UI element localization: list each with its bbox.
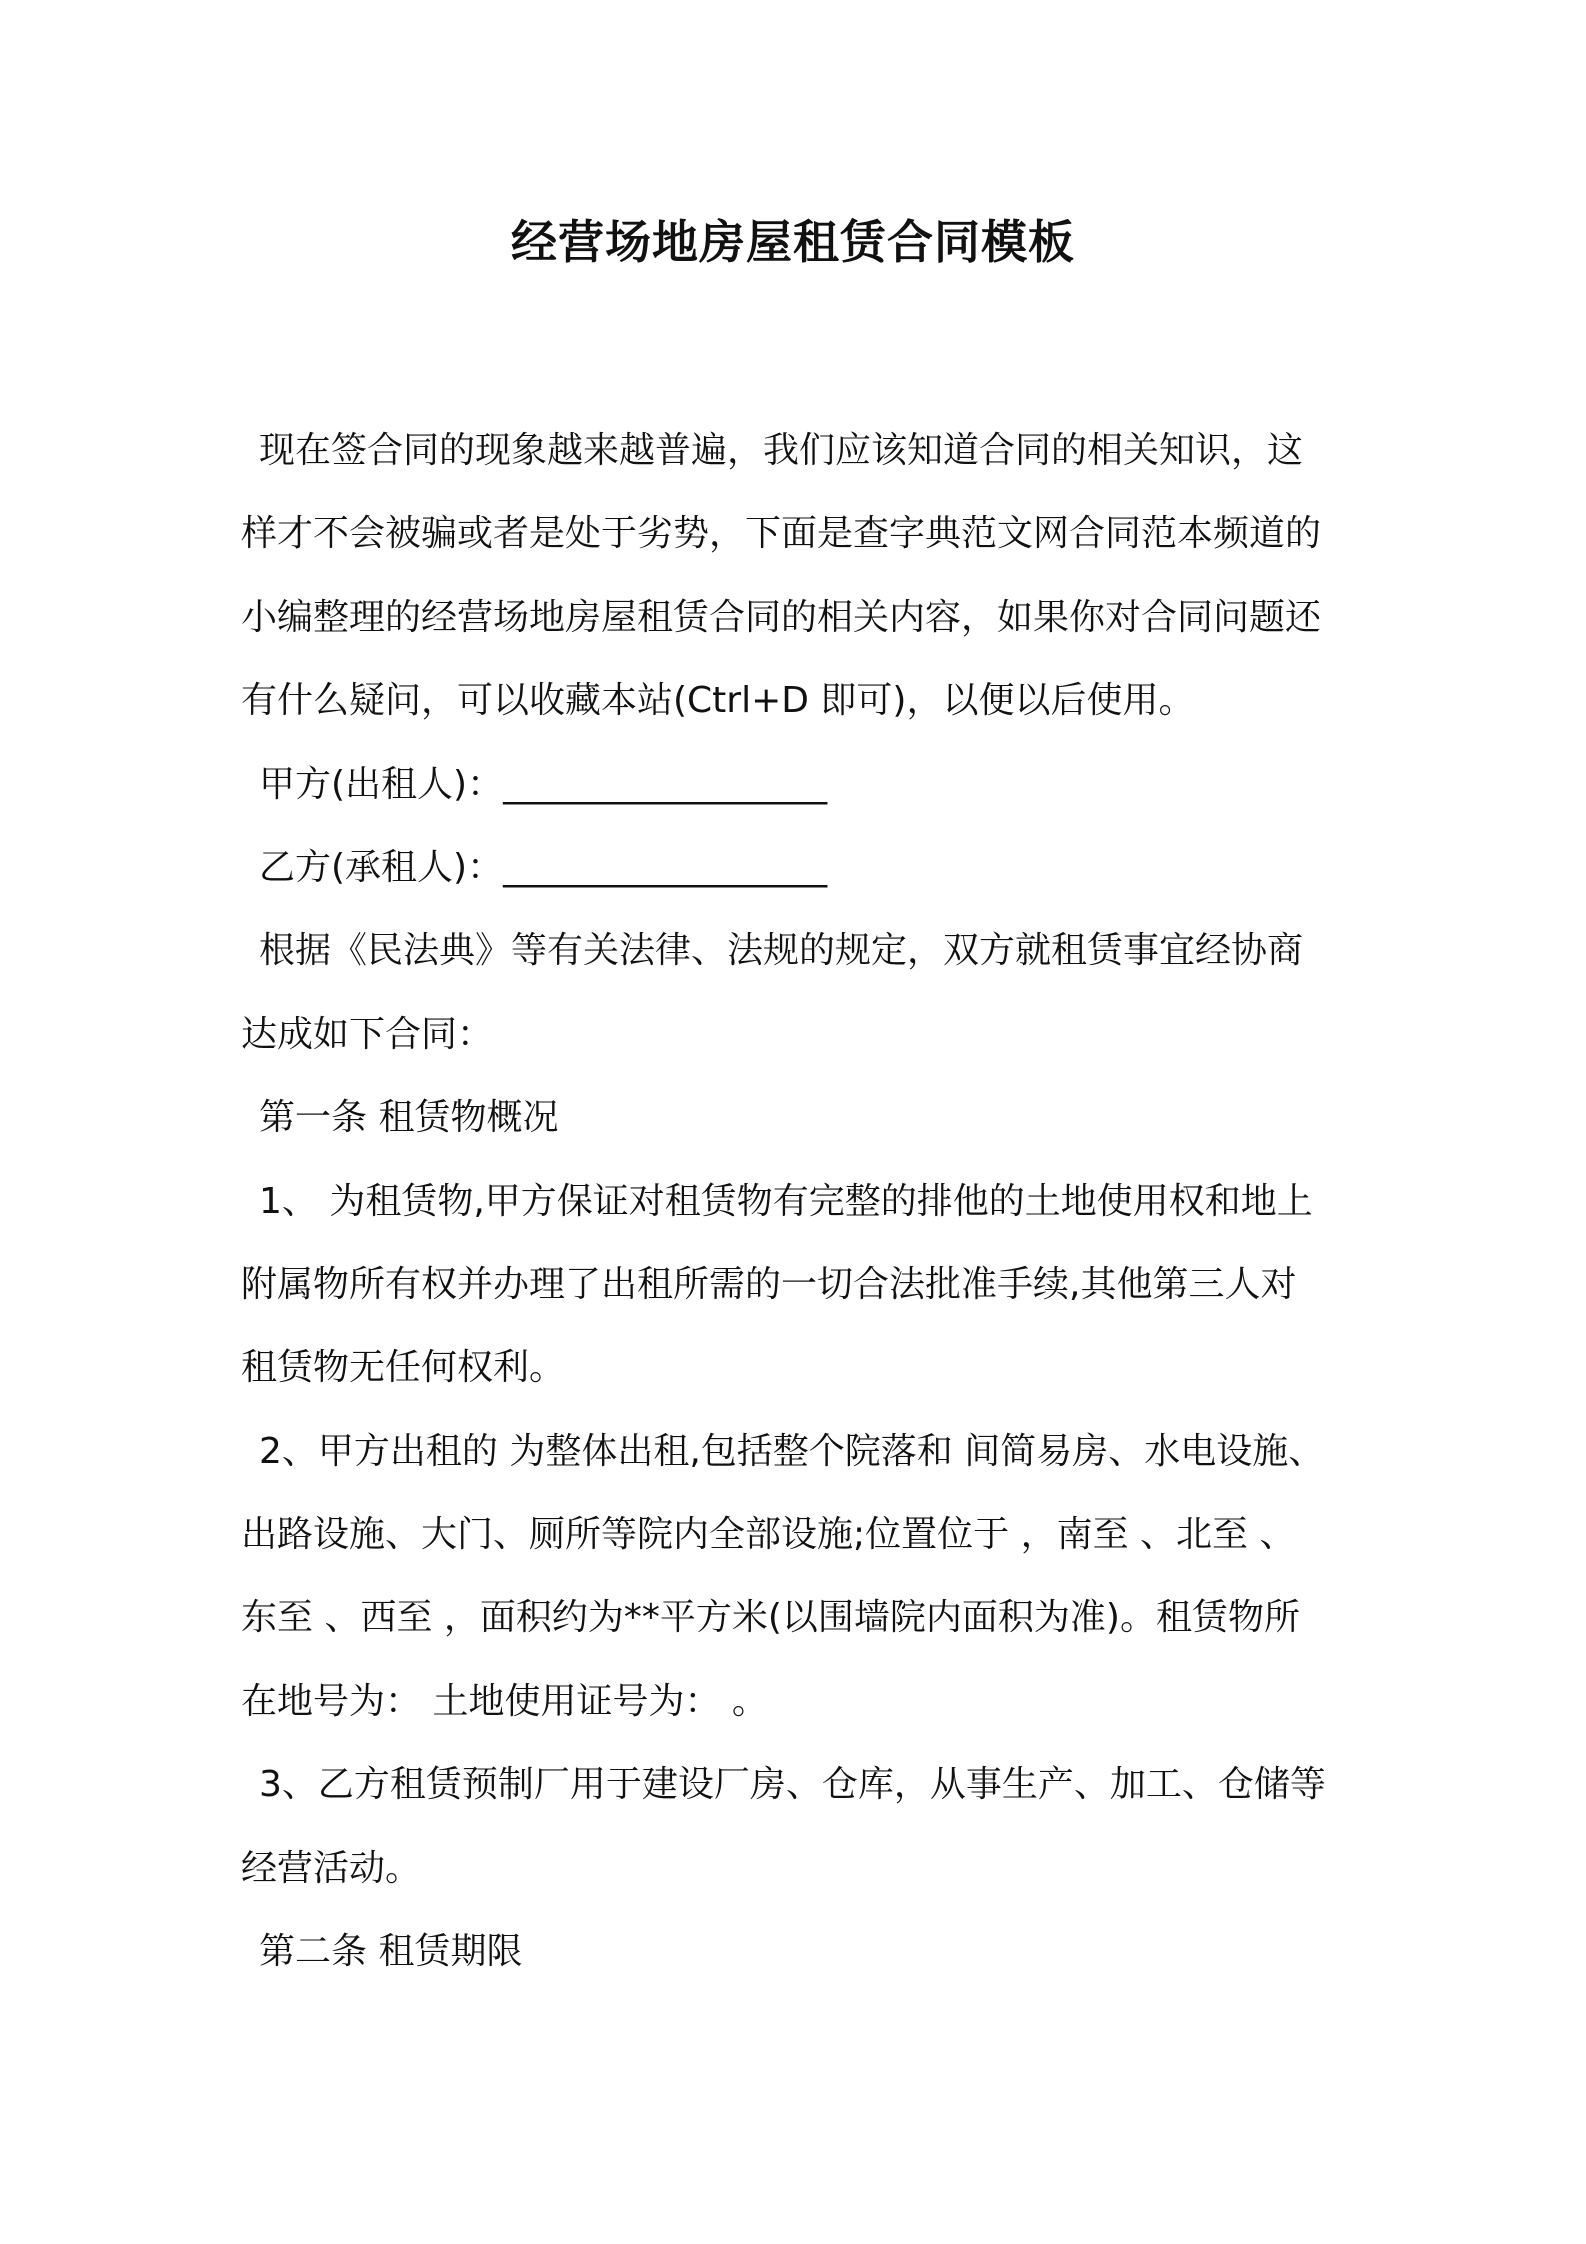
text-line: 达成如下合同： [241, 1013, 494, 1055]
text-line: 第一条 租赁物概况 [259, 1097, 559, 1139]
text-line: 第二条 租赁期限 [259, 1931, 523, 1973]
basis-paragraph [241, 909, 1351, 1076]
text-line: 现在签合同的现象越来越普遍，我们应该知道合同的相关知识，这 [259, 430, 1304, 471]
clause-1-2 [241, 1410, 1351, 1744]
text-line: 有什么疑问，可以收藏本站(Ctrl+D 即可)，以便以后使用。 [241, 680, 1195, 722]
text-line: 在地号为： 土地使用证号为： 。 [241, 1680, 768, 1722]
text-line: 1、 为租赁物,甲方保证对租赁物有完整的排他的土地使用权和地上 [259, 1180, 1313, 1222]
text-line: 附属物所有权并办理了出租所需的一切合法批准手续,其他第三人对 [241, 1263, 1297, 1305]
text-line: 甲方(出租人)：__________________ [259, 763, 828, 805]
text-line: 样才不会被骗或者是处于劣势，下面是查字典范文网合同范本频道的 [241, 513, 1322, 555]
text-line: 小编整理的经营场地房屋租赁合同的相关内容，如果你对合同问题还 [241, 596, 1322, 638]
document-title: 经营场地房屋租赁合同模板 [511, 215, 1075, 269]
party-b-line [241, 826, 1351, 909]
intro-paragraph [241, 409, 1351, 743]
text-line: 东至 、西至 ，面积约为**平方米(以围墙院内面积为准)。租赁物所 [241, 1597, 1300, 1639]
party-a-line [241, 743, 1351, 826]
text-line: 经营活动。 [241, 1847, 422, 1889]
document-body [241, 409, 1351, 1993]
text-line: 出路设施、大门、厕所等院内全部设施;位置位于 ，南至 、北至 、 [241, 1514, 1296, 1556]
text-line: 租赁物无任何权利。 [241, 1347, 566, 1389]
article-1-heading [241, 1076, 1351, 1159]
article-2-heading [241, 1910, 1351, 1993]
text-line: 2、甲方出租的 为整体出租,包括整个院落和 间简易房、水电设施、 [259, 1430, 1325, 1472]
clause-1-1 [241, 1160, 1351, 1410]
text-line: 乙方(承租人)：__________________ [259, 846, 828, 888]
text-line: 3、乙方租赁预制厂用于建设厂房、仓库，从事生产、加工、仓储等 [259, 1764, 1326, 1806]
text-line: 根据《民法典》等有关法律、法规的规定，双方就租赁事宜经协商 [259, 930, 1304, 972]
clause-1-3 [241, 1743, 1351, 1910]
